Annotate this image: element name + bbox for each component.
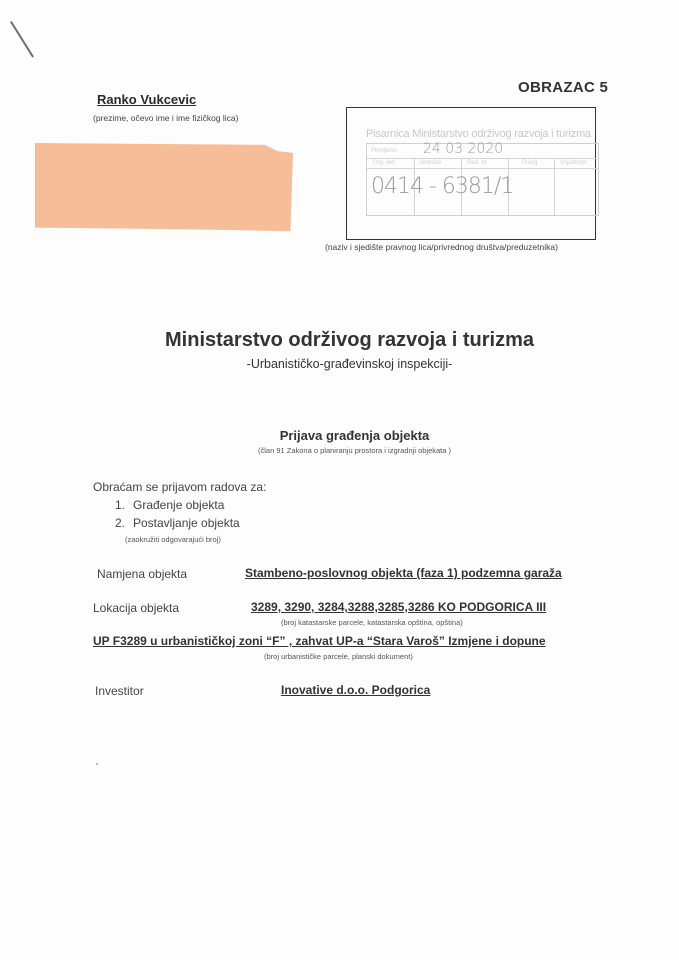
stamp-title: Pisarnica Ministarstvo održivog razvoja i turizma [366, 128, 591, 140]
applicant-name: Ranko Vukcevic [97, 92, 197, 107]
stamp-col-label: Red. br. [467, 160, 489, 166]
stamp-col-divider [554, 158, 555, 215]
urban-parcel-caption: (broj urbanističke parcele, planski dokument) [264, 652, 413, 661]
stamp-grid [366, 143, 599, 216]
option-label: Postavljanje objekta [133, 516, 240, 530]
document-title: Prijava građenja objekta [279, 428, 430, 443]
stamp-received-date: 24 03 2020 [423, 141, 504, 157]
option-number: 2. [115, 516, 126, 530]
investor-label: Investitor [95, 684, 144, 698]
scan-speck [96, 763, 98, 765]
law-reference: (član 91 Zakona o planiranju prostora i izgradnji objekata ) [257, 446, 452, 455]
location-value: 3289, 3290, 3284,3288,3285,3286 KO PODGORICA III [251, 600, 547, 614]
purpose-label: Namjena objekta [97, 567, 188, 581]
option-construction [115, 498, 224, 512]
option-number: 1. [115, 498, 126, 512]
department-subtitle: -Urbanističko-građevinskoj inspekciji- [246, 357, 453, 371]
stamp-col-label: Vrijednost [560, 160, 587, 166]
stamp-col-label: Org. jed. [373, 160, 397, 166]
stamp-col-label: Prilog [522, 160, 538, 166]
sticky-note-redaction [35, 143, 293, 233]
location-label: Lokacija objekta [93, 601, 180, 615]
purpose-value: Stambeno-poslovnog objekta (faza 1) podzemna garaža [245, 566, 562, 580]
intro-text: Obraćam se prijavom radova za: [93, 480, 267, 494]
option-installation [115, 516, 240, 530]
stamp-received-label: Primljeno: [371, 148, 398, 154]
ministry-title: Ministarstvo održivog razvoja i turizma [165, 329, 534, 351]
location-caption: (broj katastarske parcele, katastarska opština, opština) [281, 618, 463, 627]
investor-value: Inovative d.o.o. Podgorica [281, 683, 431, 697]
stamp-row-divider [367, 158, 598, 159]
pen-mark [10, 21, 34, 58]
stamp-row-divider [367, 168, 598, 169]
applicant-name-caption: (prezime, očevo ime i ime fizičkog lica) [93, 113, 239, 123]
stamp-col-label: Jedinica [419, 160, 442, 166]
option-label: Građenje objekta [133, 498, 225, 512]
entity-caption: (naziv i sjedište pravnog lica/privrednog društva/preduzetnika) [325, 242, 558, 252]
stamp-reference-number: 0414 - 6381/1 [371, 174, 514, 199]
urban-parcel-value: UP F3289 u urbanističkoj zoni “F” , zahvat UP-a “Stara Varoš” Izmjene i dopune [93, 634, 546, 648]
options-note: (zaokružiti odgovarajući broj) [125, 535, 221, 544]
form-number: OBRAZAC 5 [518, 79, 609, 96]
